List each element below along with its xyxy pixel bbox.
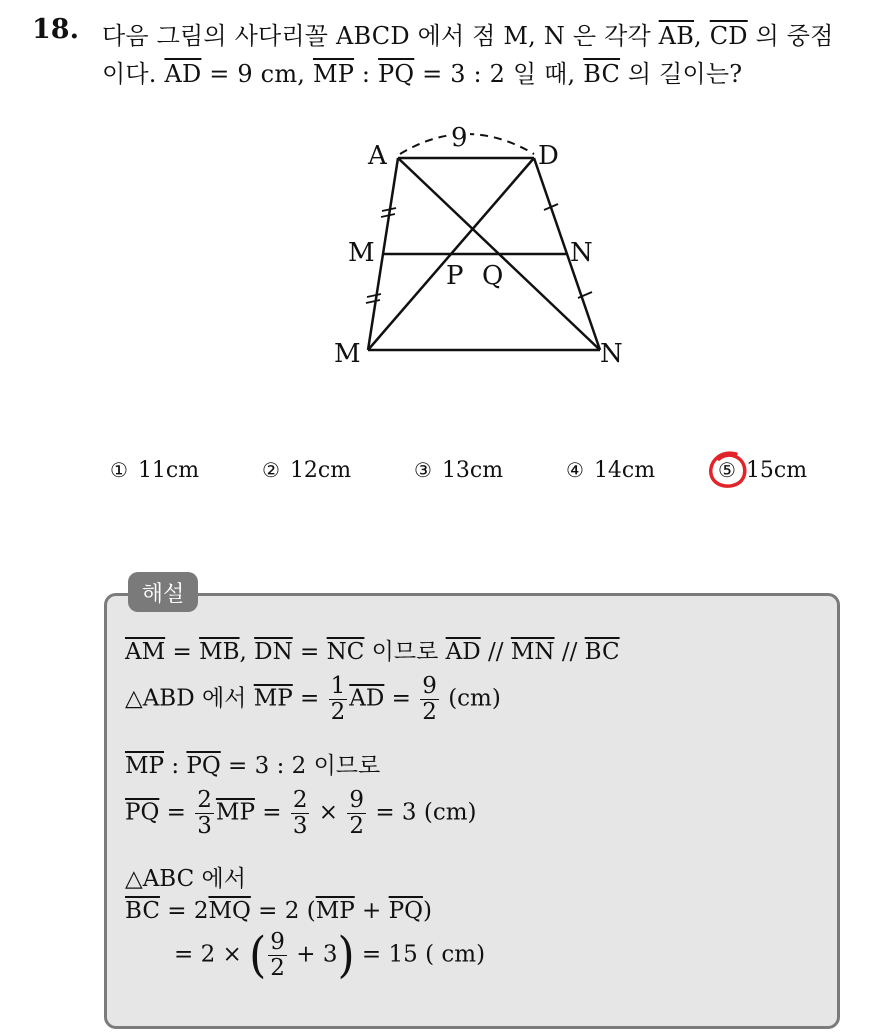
choice-3[interactable] (414, 458, 503, 483)
segment: $\overline{MP}$ (125, 753, 165, 779)
denominator: 2 (349, 813, 365, 839)
segment-pq: $\overline{PQ}$ (378, 60, 415, 88)
question-text-line1 (102, 16, 834, 51)
text-run: = 2 × (174, 941, 250, 968)
answer-circle-mark (706, 448, 750, 492)
text-run: = (384, 685, 419, 712)
numerator: 2 (197, 787, 212, 813)
fraction (291, 788, 310, 839)
segment: $\overline{MN}$ (510, 639, 555, 665)
segment: $\overline{BC}$ (584, 639, 620, 665)
solution-line-5: △ABC 에서 (125, 866, 246, 892)
tick-mark (366, 300, 380, 303)
segment: $\overline{MP}$ (215, 799, 255, 826)
question-text-line2 (102, 54, 742, 89)
segment: $\overline{PQ}$ (186, 753, 221, 779)
label-a: A (368, 141, 387, 171)
segment: $\overline{DN}$ (254, 639, 293, 665)
choice-number: ⑤ (718, 458, 736, 482)
segment: $\overline{AD}$ (445, 639, 481, 665)
text-run: 의 중점 (747, 22, 834, 50)
solution-tag: 해설 (128, 572, 198, 612)
choice-4[interactable] (566, 458, 655, 483)
segment: $\overline{PQ}$ (125, 799, 160, 826)
solution-line-1 (125, 633, 620, 666)
text-run: : (354, 60, 379, 88)
numerator: 1 (330, 673, 346, 699)
fraction (195, 788, 214, 839)
choice-1[interactable] (110, 458, 199, 483)
segment-ab: $\overline{AB}$ (658, 22, 695, 50)
segment: $\overline{MP}$ (315, 898, 355, 924)
choice-number: ① (110, 458, 128, 482)
label-m-mid: M (348, 238, 375, 268)
denominator: 2 (330, 699, 346, 725)
choice-text: 14cm (593, 458, 656, 483)
denominator: 3 (197, 813, 212, 839)
text-run: = 2 (159, 898, 209, 924)
denominator: 2 (422, 699, 437, 725)
text-run: + (354, 898, 389, 924)
segment-mp: $\overline{MP}$ (312, 60, 355, 88)
segment-ad: $\overline{AD}$ (164, 60, 202, 88)
text-run: 의 길이는? (620, 60, 743, 88)
segment: $\overline{NC}$ (326, 639, 365, 665)
text-run: = (254, 799, 289, 826)
segment-cd: $\overline{CD}$ (709, 22, 748, 50)
segment: $\overline{PQ}$ (388, 898, 423, 924)
denominator: 3 (292, 813, 308, 839)
text-run: △ABD 에서 (125, 685, 254, 712)
solution-line-4 (125, 788, 477, 839)
segment: $\overline{AM}$ (125, 639, 166, 665)
text-run: : (164, 753, 187, 779)
text-run: ) (422, 898, 432, 924)
text-run: = (292, 685, 327, 712)
segment: $\overline{AD}$ (349, 685, 385, 712)
text-run: × (311, 799, 346, 826)
segment: $\overline{MP}$ (253, 685, 293, 712)
choice-number: ④ (566, 458, 584, 482)
segment: $\overline{MQ}$ (208, 898, 251, 924)
label-q: Q (482, 261, 504, 291)
fraction (347, 788, 366, 839)
choice-2[interactable] (262, 458, 351, 483)
solution-line-2 (125, 674, 501, 725)
label-n-mid: N (570, 238, 593, 268)
text-run: = (165, 639, 200, 665)
tick-mark (367, 294, 381, 297)
top-length-label: 9 (451, 123, 468, 153)
text-run: , (239, 639, 255, 665)
text-run: = 15 ( cm) (354, 941, 486, 968)
text-run: 다음 그림의 사다리꼴 ABCD 에서 점 M, N 은 각각 (102, 22, 659, 50)
trapezoid-figure (328, 116, 648, 376)
segment: $\overline{BC}$ (125, 898, 160, 924)
text-run: = (292, 639, 327, 665)
fraction (420, 674, 439, 725)
solution-line-6 (125, 898, 432, 924)
text-run: = 9 cm, (201, 60, 313, 88)
text-run: 이므로 (364, 639, 446, 665)
text-run: // (480, 639, 511, 665)
text-run: = (159, 799, 194, 826)
text-run: (cm) (440, 685, 501, 712)
left-paren: ( (249, 927, 267, 984)
label-n-bottom: N (600, 339, 623, 369)
segment: $\overline{MB}$ (199, 639, 240, 665)
numerator: 9 (349, 787, 365, 813)
choice-text: 11cm (137, 458, 200, 483)
question-number: 18. (32, 14, 79, 45)
answer-choices (0, 458, 884, 494)
label-p: P (446, 261, 464, 291)
numerator: 2 (292, 787, 308, 813)
fraction (268, 930, 287, 981)
label-m-bottom: M (334, 339, 361, 369)
denominator: 2 (270, 955, 285, 981)
solution-line-7 (174, 927, 486, 984)
fraction (329, 674, 348, 725)
text-run: = 3 (cm) (368, 799, 477, 826)
label-d: D (538, 141, 559, 171)
choice-number: ② (262, 458, 280, 482)
choice-text: 15cm (745, 458, 808, 483)
text-run: , (694, 22, 710, 50)
choice-number: ③ (414, 458, 432, 482)
right-paren: ) (337, 927, 355, 984)
text-run: // (554, 639, 585, 665)
text-run: = 2 ( (250, 898, 316, 924)
choice-text: 13cm (441, 458, 504, 483)
text-run: = 3 : 2 일 때, (414, 60, 584, 88)
solution-line-3 (125, 747, 380, 780)
numerator: 9 (422, 673, 437, 699)
text-run: = 3 : 2 이므로 (220, 753, 381, 779)
text-run: + 3 (288, 941, 338, 968)
choice-text: 12cm (289, 458, 352, 483)
numerator: 9 (270, 929, 285, 955)
segment-bc: $\overline{BC}$ (583, 60, 621, 88)
text-run: 이다. (102, 60, 165, 88)
